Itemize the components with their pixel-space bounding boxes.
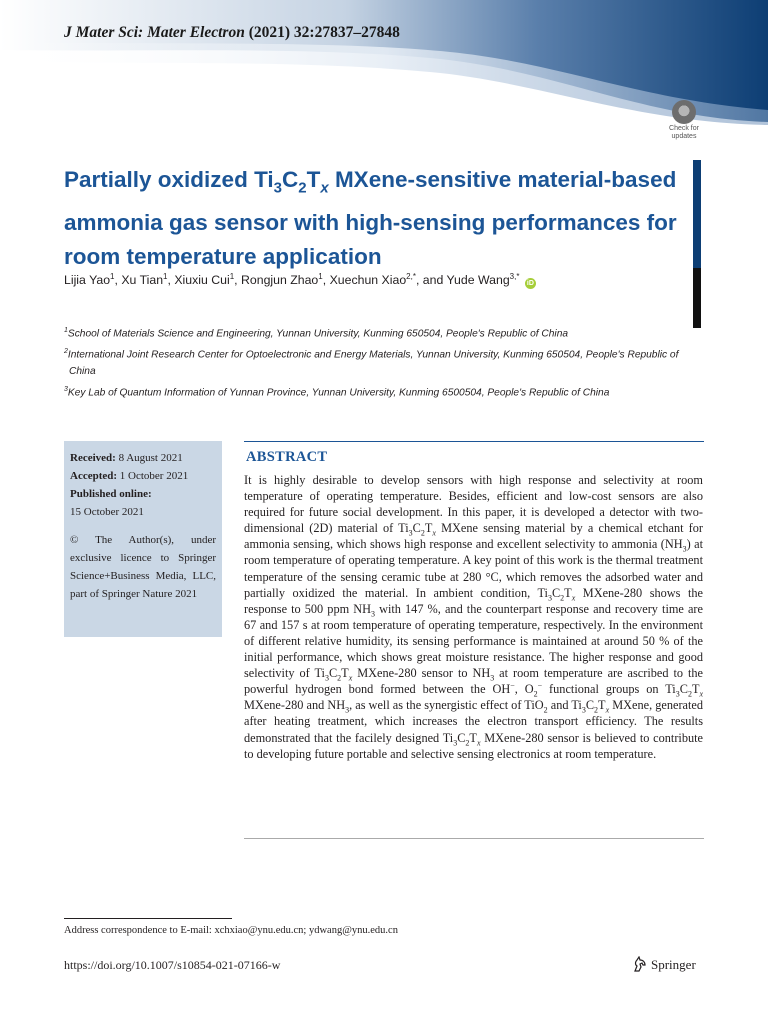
springer-horse-icon xyxy=(632,956,648,972)
author-name[interactable]: Xuechun Xiao xyxy=(329,273,407,288)
author-list: Lijia Yao$^1$, Xu Tian$^1$, Xiuxiu Cui$^1$, Rongjun Zhao$^1$, Xuechun Xiao$^{2,*}$, and Yude Wang$^{3,*}$ iD xyxy=(64,272,534,288)
author-name[interactable]: Rongjun Zhao xyxy=(241,273,319,288)
affiliation-item: $^3$Key Lab of Quantum Information of Yunnan Province, Yunnan University, Kunming 6500504, People's Republic of China xyxy=(64,385,610,399)
author-name[interactable]: Xiuxiu Cui xyxy=(174,273,230,288)
orcid-icon[interactable]: iD xyxy=(526,280,534,288)
journal-name: J Mater Sci: Mater Electron xyxy=(64,24,245,41)
article-title: Partially oxidized $Ti_3C_2T_x$ MXene-sensitive material-based ammonia gas sensor with high-sensing performances for room temperature application xyxy=(64,167,677,269)
received-date: Received: 8 August 2021 xyxy=(70,452,183,464)
abstract-text: It is highly desirable to develop sensors with high response and selectivity at room temperature of operating temperature. Besides, efficient and low-cost sensors are also required for future social development. In this paper, it is developed a detector with two-dimensional (2D) material of $Ti_3C_2T_x$ MXene sensing material by a chemical etchant for ammonia sensing, which shows high response and excellent selectivity to ammonia $(NH_3)$ at room temperature of operating temperature. A key point of this work is the thermal treatment temperature of the sensing ceramic tube at 280 °C, which removes the adsorbed water and partially oxidized the material. In ambient condition, $Ti_3C_2T_x$ MXene-280 shows the response to 500 ppm $NH_3$ with 147 %, and the counterpart response and recovery time are 67 and 157 s at room temperature of operating temperature, respectively. In the environment of different relative humidity, its sensing performance is maintained at around 50 % of the initial performance, which shows great moisture resistance. The higher response and good selectivity of $Ti_3C_2T_x$ MXene-280 sensor to $NH_3$ at room temperature are ascribed to the powerful hydrogen bond formed between the OH−, $O_2^-$ functional groups on $Ti_3C_2T_x$ MXene-280 and $NH_3$, as well as the synergistic effect of TiO$_2$ and $Ti_3C_2T_x$ MXene, generated after heating treatment, which increases the electron transport efficiency. The results demonstrated that the facilely designed $Ti_3C_2T_x$ MXene-280 sensor is believed to contribute to developing future portable and selective sensing electronics at room temperature. xyxy=(244,473,704,761)
author-name[interactable]: Yude Wang xyxy=(446,273,510,288)
header-banner xyxy=(0,0,768,125)
springer-logo xyxy=(632,956,696,973)
accepted-date: Accepted: 1 October 2021 xyxy=(70,470,189,482)
check-updates-icon xyxy=(672,100,696,124)
abstract-top-rule xyxy=(244,441,704,442)
affiliation-item: $^2$International Joint Research Center for Optoelectronic and Energy Materials, Yunnan University, Kunming 650504, People's Republic of China xyxy=(64,348,679,377)
publisher-name: Springer xyxy=(651,957,696,972)
journal-volume-pages: (2021) 32:27837–27848 xyxy=(248,24,400,41)
article-info-box xyxy=(64,441,222,637)
check-updates-line1: Check for xyxy=(669,125,699,132)
doi-link[interactable]: https://doi.org/10.1007/s10854-021-07166-w xyxy=(64,958,281,972)
published-date: Published online: 15 October 2021 xyxy=(70,488,152,518)
affiliation-item: $^1$School of Materials Science and Engineering, Yunnan University, Kunming 650504, People's Republic of China xyxy=(64,327,569,340)
copyright-licence: © The Author(s), under exclusive licence to Springer Science+Business Media, LLC, part of Springer Nature 2021 xyxy=(70,534,216,600)
author-name[interactable]: Xu Tian xyxy=(121,273,164,288)
footnote-rule xyxy=(64,918,232,919)
abstract-heading: ABSTRACT xyxy=(246,449,328,465)
journal-citation xyxy=(64,24,400,42)
abstract-bottom-rule xyxy=(244,838,704,839)
margin-bar-black xyxy=(693,268,701,328)
check-for-updates-badge[interactable] xyxy=(664,100,704,140)
check-updates-line2: updates xyxy=(671,133,697,140)
affiliation-list xyxy=(64,323,684,403)
correspondence-note: Address correspondence to E-mail: xchxiao@ynu.edu.cn; ydwang@ynu.edu.cn xyxy=(64,925,398,936)
author-name[interactable]: Lijia Yao xyxy=(64,273,111,288)
